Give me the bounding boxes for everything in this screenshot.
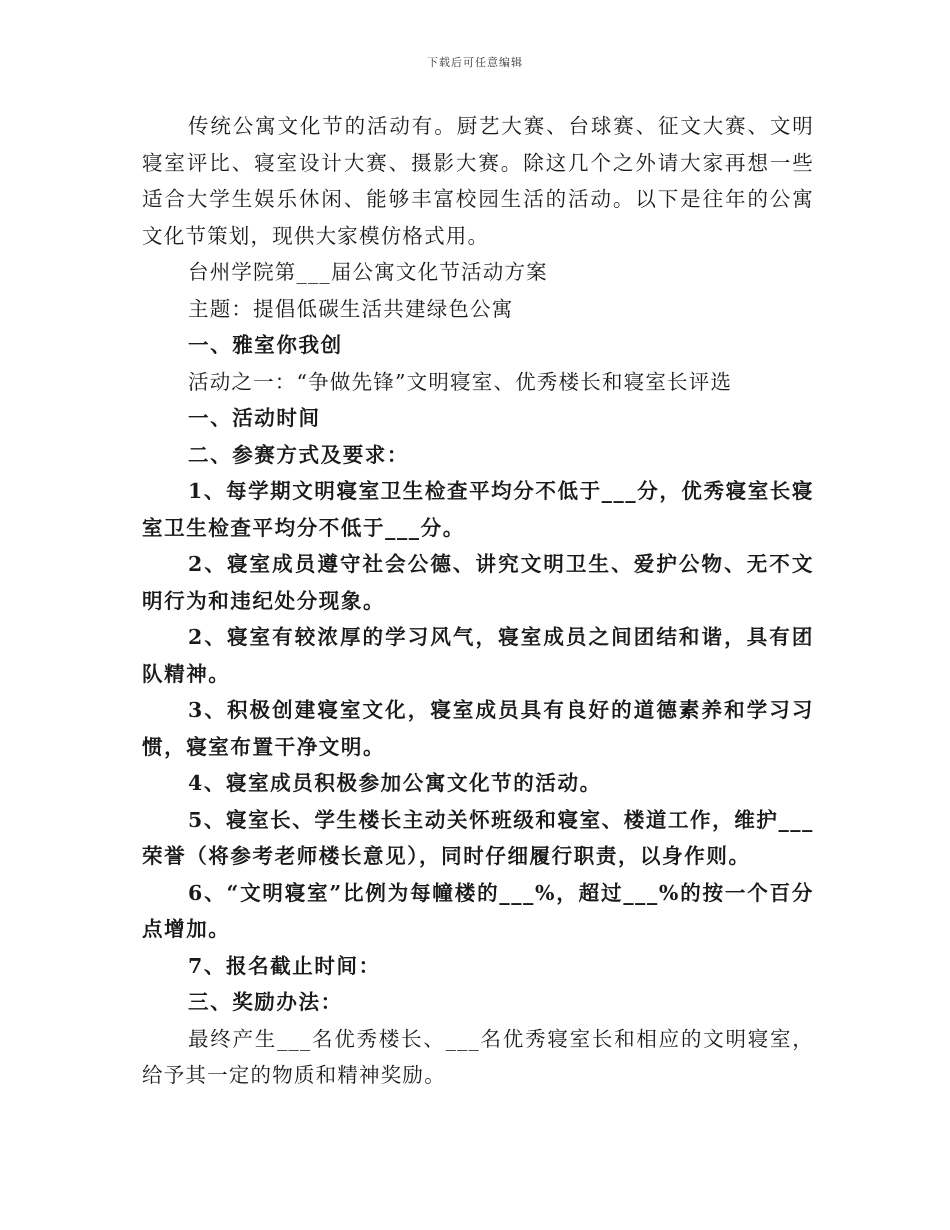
subsection-heading: 一、活动时间 [188, 406, 321, 430]
requirement-item: 4、寝室成员积极参加公寓文化节的活动。 [188, 771, 602, 795]
requirement-item: 7、报名截止时间： [188, 953, 381, 978]
requirement-item: 1、每学期文明寝室卫生检查平均分不低于___分，优秀寝室长寝室卫生检查平均分不低于___分。 [142, 479, 815, 540]
document-body [142, 108, 814, 1094]
activity-title: 活动之一：“争做先锋”文明寝室、优秀楼长和寝室长评选 [188, 369, 733, 394]
requirement-item: 3、积极创建寝室文化，寝室成员具有良好的道德素养和学习习惯，寝室布置干净文明。 [142, 698, 814, 759]
plan-title: 台州学院第___届公寓文化节活动方案 [188, 260, 548, 284]
section-heading: 一、雅室你我创 [188, 333, 343, 357]
theme-line: 主题：提倡低碳生活共建绿色公寓 [188, 296, 514, 321]
intro-paragraph: 传统公寓文化节的活动有。厨艺大赛、台球赛、征文大赛、文明寝室评比、寝室设计大赛、摄影大赛。除这几个之外请大家再想一些适合大学生娱乐休闲、能够丰富校园生活的活动。以下是往年的公寓文化节策划，现供大家模仿格式用。 [142, 114, 814, 248]
requirement-item: 2、寝室有较浓厚的学习风气，寝室成员之间团结和谐，具有团队精神。 [142, 625, 814, 686]
subsection-heading: 三、奖励办法： [188, 990, 343, 1014]
requirement-item: 5、寝室长、学生楼长主动关怀班级和寝室、楼道工作，维护___荣誉（将参考老师楼长意见），同时仔细履行职责，以身作则。 [142, 807, 815, 868]
reward-paragraph: 最终产生___名优秀楼长、___名优秀寝室长和相应的文明寝室，给予其一定的物质和精神奖励。 [142, 1026, 814, 1087]
subsection-heading: 二、参赛方式及要求： [188, 442, 409, 467]
requirement-item: 2、寝室成员遵守社会公德、讲究文明卫生、爱护公物、无不文明行为和违纪处分现象。 [142, 552, 814, 613]
requirement-item: 6、“文明寝室”比例为每幢楼的___%，超过___%的按一个百分点增加。 [142, 880, 814, 941]
page-header: 下载后可任意编辑 [427, 56, 523, 69]
